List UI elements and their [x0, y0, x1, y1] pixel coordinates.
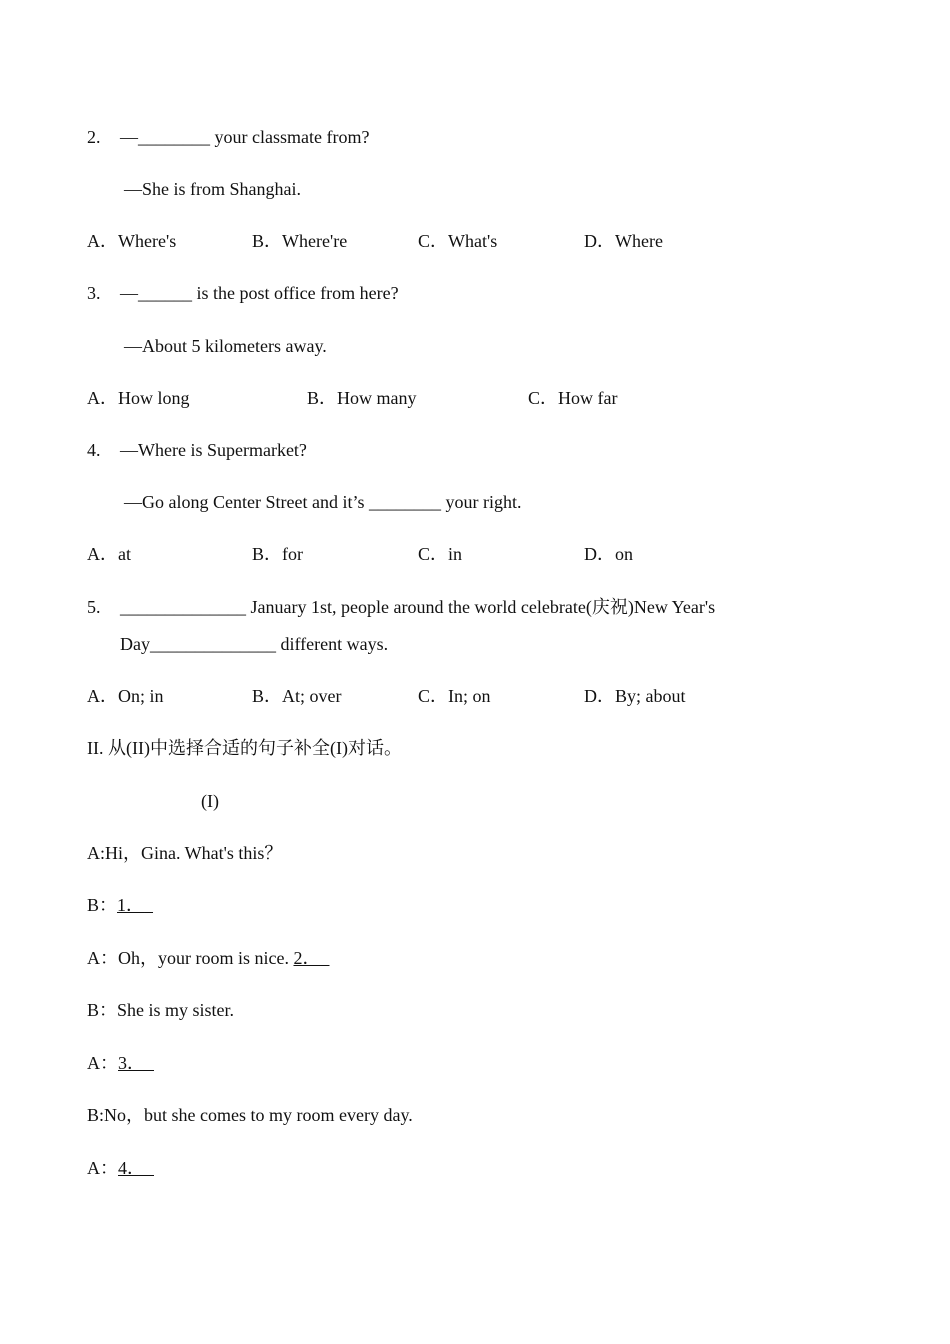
- question-5-continuation: Day______________ different ways.: [120, 634, 389, 654]
- question-2-reply: —She is from Shanghai.: [124, 179, 301, 199]
- option-c[interactable]: C．in: [418, 544, 463, 564]
- part-label: (I): [201, 791, 219, 811]
- option-a[interactable]: A．On; in: [87, 686, 164, 706]
- dialogue-line: [87, 893, 153, 917]
- answer-blank[interactable]: 3．: [118, 1053, 145, 1073]
- question-3: [87, 281, 399, 305]
- dialogue-line: [87, 1156, 154, 1180]
- dialogue-text: B：She is my sister.: [87, 1000, 235, 1020]
- option-c[interactable]: C．What's: [418, 231, 498, 251]
- option-a[interactable]: A．How long: [87, 388, 190, 408]
- answer-blank[interactable]: 4．: [118, 1158, 145, 1178]
- option-a[interactable]: A．at: [87, 544, 131, 564]
- dialogue-line: [87, 1103, 413, 1127]
- answer-blank[interactable]: 2．: [293, 948, 321, 968]
- question-text: —Where is Supermarket?: [120, 440, 307, 460]
- question-number: 5.: [87, 597, 101, 617]
- question-3-reply: —About 5 kilometers away.: [124, 336, 327, 356]
- option-b[interactable]: B．for: [252, 544, 303, 564]
- question-2: [87, 125, 369, 149]
- question-text: ______________ January 1st, people around the world celebrate(庆祝)New Year's: [120, 597, 716, 617]
- option-c[interactable]: C．How far: [528, 388, 618, 408]
- dialogue-text: A:Hi，Gina. What's this？: [87, 843, 283, 863]
- option-a[interactable]: A．Where's: [87, 231, 177, 251]
- question-number: 3.: [87, 283, 101, 303]
- dialogue-text: B：: [87, 895, 118, 915]
- option-c[interactable]: C．In; on: [418, 686, 491, 706]
- section-2-heading: II. 从(II)中选择合适的句子补全(I)对话。: [87, 738, 402, 758]
- dialogue-text: A：: [87, 1053, 118, 1073]
- option-d[interactable]: D．Where: [584, 231, 663, 251]
- option-b[interactable]: B．Where're: [252, 231, 348, 251]
- question-5: [87, 595, 715, 619]
- question-text: —________ your classmate from?: [120, 127, 370, 147]
- question-4: [87, 438, 307, 462]
- dialogue-line: [87, 998, 234, 1022]
- question-4-reply: —Go along Center Street and it’s ________ your right.: [124, 492, 522, 512]
- dialogue-line: [87, 946, 329, 970]
- question-text: —______ is the post office from here?: [120, 283, 399, 303]
- dialogue-text: A：Oh，your room is nice.: [87, 948, 294, 968]
- dialogue-line: [87, 1051, 154, 1075]
- dialogue-text: A：: [87, 1158, 118, 1178]
- option-d[interactable]: D．on: [584, 544, 633, 564]
- option-b[interactable]: B．How many: [307, 388, 417, 408]
- option-d[interactable]: D．By; about: [584, 686, 686, 706]
- question-number: 2.: [87, 127, 101, 147]
- dialogue-line: [87, 841, 282, 865]
- question-number: 4.: [87, 440, 101, 460]
- option-b[interactable]: B．At; over: [252, 686, 342, 706]
- dialogue-text: B:No，but she comes to my room every day.: [87, 1105, 413, 1125]
- answer-blank[interactable]: 1．: [117, 895, 145, 915]
